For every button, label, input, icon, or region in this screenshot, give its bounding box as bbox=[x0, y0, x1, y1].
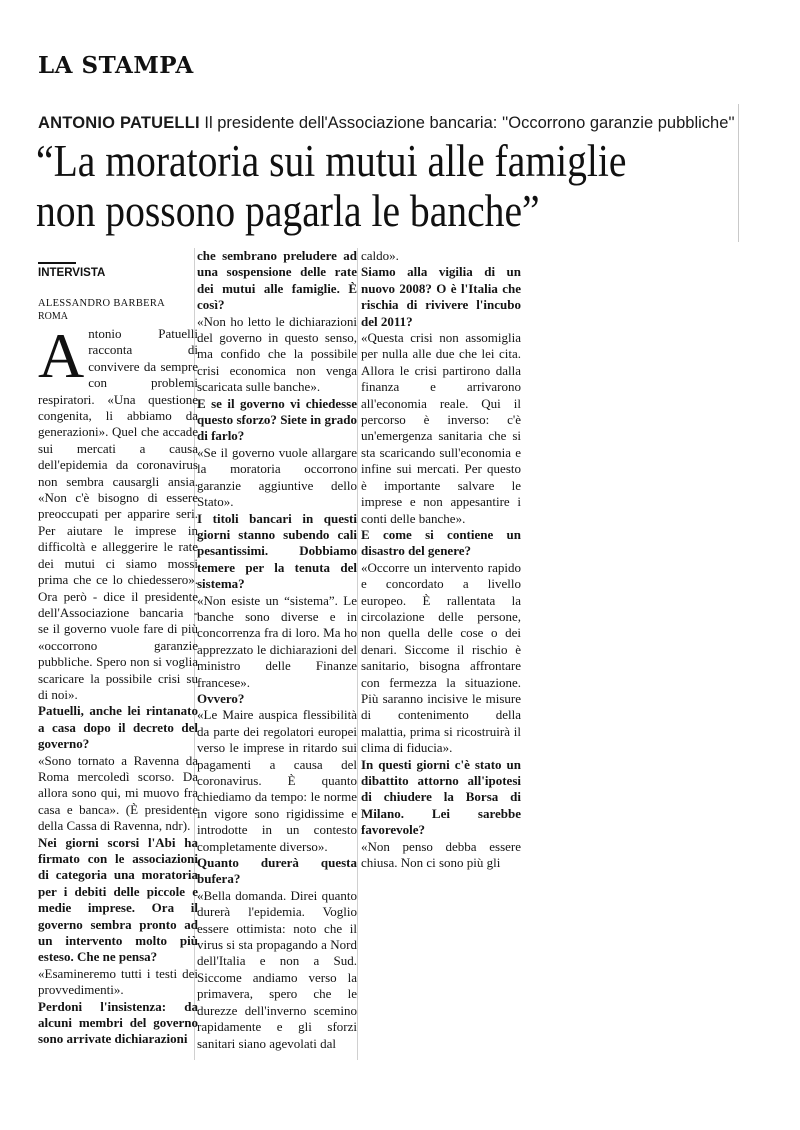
drop-cap: A bbox=[38, 326, 85, 391]
column-divider bbox=[357, 248, 358, 1060]
headline-line-1: “La moratoria sui mutui alle famiglie bbox=[36, 136, 627, 186]
interview-answer: «Questa crisi non assomiglia per nulla alle due che lei cita. Allora le crisi partirono dalla finanza e arrivarono all'economia reale. Qui il percorso è inverso: c'è un'emergenza sanitaria che si sta scaricando sull'economia e infine sui mercati. Per questo è importante salvare le imprese e non appesantire i conti delle banche». bbox=[361, 330, 521, 526]
masthead-logo: LA STAMPA bbox=[38, 52, 194, 79]
article-column-1 bbox=[38, 326, 198, 1050]
interview-question: I titoli bancari in questi giorni stanno subendo cali pesantissimi. Dobbiamo temere per la tenuta del sistema? bbox=[197, 510, 357, 592]
kicker bbox=[38, 114, 735, 133]
interview-question: Patuelli, anche lei rintanato a casa dopo il decreto del governo? bbox=[38, 703, 198, 752]
interview-answer: «Le Maire auspica flessibilità da parte dei regolatori europei verso le imprese in ritardo sui pagamenti a causa del coronavirus. È quanto chiediamo da tempo: le norme in vigore sono rigidissime e introdotte in un contesto completamente diverso». bbox=[197, 707, 357, 854]
kicker-name: ANTONIO PATUELLI bbox=[38, 114, 200, 132]
interview-answer: «Sono tornato a Ravenna da Roma mercoledì scorso. Da allora sono qui, mi muovo fra casa e banca». (È presidente della Cassa di Ravenna, ndr). bbox=[38, 752, 198, 834]
header-divider bbox=[738, 104, 739, 242]
interview-question: E come si contiene un disastro del genere? bbox=[361, 526, 521, 559]
section-label: INTERVISTA bbox=[38, 267, 106, 279]
article-column-3 bbox=[361, 248, 521, 884]
byline-author: ALESSANDRO BARBERA bbox=[38, 298, 166, 309]
interview-answer: «Non penso debba essere chiusa. Non ci sono più gli bbox=[361, 838, 521, 871]
interview-question: Siamo alla vigilia di un nuovo 2008? O è l'Italia che rischia di rivivere l'incubo del 2011? bbox=[361, 264, 521, 329]
interview-answer: «Non ho letto le dichiarazioni del governo in questo senso, ma confido che la possibile crisi economica non venga scaricata sulle banche». bbox=[197, 313, 357, 395]
interview-answer: «Bella domanda. Direi quanto durerà l'epidemia. Voglio essere ottimista: noto che il virus si sta propagando a Nord dell'Italia e non a Sud. Siccome andiamo verso la primavera, spero che le durezze dell'inverno scemino rapidamente e gli sforzi sanitari siano agevolati dal bbox=[197, 887, 357, 1051]
byline-city: ROMA bbox=[38, 311, 69, 322]
interview-question: Ovvero? bbox=[197, 690, 245, 706]
headline bbox=[36, 136, 652, 236]
interview-question: Perdoni l'insistenza: da alcuni membri del governo sono arrivate dichiarazioni bbox=[38, 998, 198, 1047]
interview-answer: «Esamineremo tutti i testi dei provvedimenti». bbox=[38, 965, 198, 998]
interview-question: In questi giorni c'è stato un dibattito attorno all'ipotesi di chiudere la Borsa di Milano. Lei sarebbe favorevole? bbox=[361, 756, 521, 838]
interview-answer: «Occorre un intervento rapido e concordato a livello europeo. È rallentata la circolazione delle persone, non quella delle cose o dei denari. Siccome il rischio è sanitario, bisogna affrontare con fermezza la situazione. Più saranno incisive le misure di contenimento della malattia, prima si ricostruirà il clima di fiducia». bbox=[361, 559, 521, 756]
interview-question: Nei giorni scorsi l'Abi ha firmato con le associazioni di categoria una moratoria per i debiti delle piccole e medie imprese. Ora il governo sembra pronto ad un intervento molto più esteso. Che ne pensa? bbox=[38, 834, 198, 965]
headline-line-2: non possono pagarla le banche” bbox=[36, 186, 540, 236]
interview-answer: caldo». bbox=[361, 248, 399, 263]
interview-answer: «Non esiste un “sistema”. Le banche sono diverse e in concorrenza fra di loro. Ma ho apprezzato le dichiarazioni del ministro delle Finanze francese». bbox=[197, 592, 357, 690]
interview-question: che sembrano preludere ad una sospensione delle rate dei mutui alle famiglie. È così? bbox=[197, 248, 357, 313]
interview-question: E se il governo vi chiedesse questo sforzo? Siete in grado di farlo? bbox=[197, 395, 357, 444]
article-column-2 bbox=[197, 248, 357, 1060]
kicker-text: Il presidente dell'Associazione bancaria: ''Occorrono garanzie pubbliche'' bbox=[204, 114, 735, 132]
interview-answer: «Se il governo vuole allargare la moratoria occorrono garanzie aggiuntive dello Stato». bbox=[197, 444, 357, 510]
interview-question: Quanto durerà questa bufera? bbox=[197, 855, 357, 887]
section-rule bbox=[38, 262, 76, 264]
interview-answer: Antonio Patuelli racconta di convivere da sempre con problemi respiratori. «Una questione congenita, li abbiamo da generazioni». Quel che accade sui mercati a causa dell'epidemia da coronavirus non sembra causargli ansia. «Non c'è bisogno di essere preoccupati per apparire seri. Per aiutare le imprese in difficoltà e alleggerire le rate dei mutui ci siamo mossi prima che ce lo chiedessero». Ora però - dice il presidente dell'Associazione bancaria - se il governo vuole fare di più «occorrono garanzie pubbliche. Spero non si voglia scaricare la possibile crisi su di noi». bbox=[38, 326, 198, 702]
